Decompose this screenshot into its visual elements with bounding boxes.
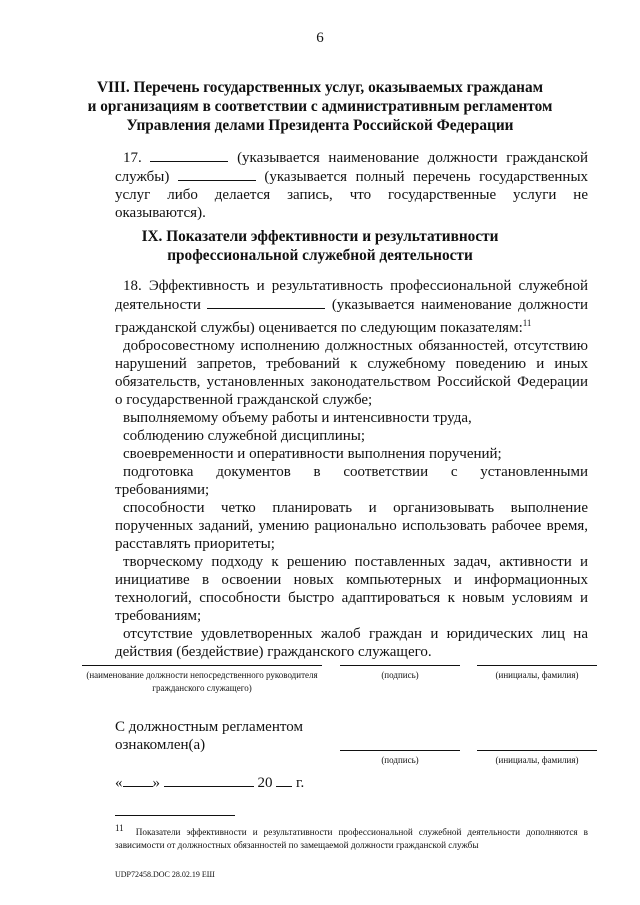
footnote-separator	[115, 815, 235, 816]
section-8-title-line: Управления делами Президента Российской Федерации	[126, 117, 514, 134]
date-line	[115, 773, 304, 792]
paragraph-18	[115, 277, 588, 661]
year-blank	[276, 773, 292, 787]
footnote-text: Показатели эффективности и результативности профессиональной служебной деятельности дополняются в зависимости от должностных обязанностей по замещаемой должности гражданской службы	[115, 827, 589, 851]
indicator-item: соблюдению служебной дисциплины;	[123, 428, 366, 444]
document-reference: UDP72458.DOC 28.02.19 ЕШ	[115, 870, 215, 879]
section-8-title-line: и организациям в соответствии с административным регламентом	[87, 98, 553, 115]
ack-signature-line	[340, 750, 460, 751]
section-9-title-line: профессиональной служебной деятельности	[167, 247, 473, 264]
indicator-item: отсутствие удовлетворенных жалоб граждан и юридических лиц на действия (бездействие) гражданского служащего.	[115, 626, 588, 660]
section-8-title	[40, 78, 600, 135]
acknowledgement-line: С должностным регламентом	[115, 719, 303, 735]
section-9-title	[40, 227, 600, 265]
section-9-title-line: IX. Показатели эффективности и результативности	[141, 228, 499, 245]
acknowledgement-text	[115, 718, 303, 754]
position-line	[82, 665, 322, 666]
name-line	[477, 665, 597, 666]
section-8-title-line: VIII. Перечень государственных услуг, оказываемых гражданам	[96, 79, 544, 96]
date-quote-close: »	[152, 775, 160, 791]
paragraph-18-text-b: (указывается наименование должности гражданской службы) оценивается по следующим показателям:	[115, 297, 589, 336]
indicator-item: своевременности и оперативности выполнения поручений;	[123, 446, 502, 462]
ack-signature-caption: (подпись)	[381, 755, 419, 765]
indicator-item: подготовка документов в соответствии с установленными требованиями;	[115, 464, 588, 498]
indicator-item: добросовестному исполнению должностных обязанностей, отсутствию нарушений запретов, требований к служебному поведению и иных обязательств, установленных законодательством Российской Федерации о государственной гражданской службе;	[115, 338, 588, 408]
footnote	[115, 822, 588, 852]
year-prefix: 20	[257, 775, 273, 791]
paragraph-17	[115, 148, 588, 222]
signature-line	[340, 665, 460, 666]
indicator-item: выполняемому объему работы и интенсивности труда,	[123, 410, 472, 426]
position-caption: (наименование должности непосредственного руководителя гражданского служащего)	[86, 670, 318, 693]
ack-name-line	[477, 750, 597, 751]
indicator-item: творческому подходу к решению поставленных задач, активности и инициативе в освоении новых компьютерных и информационных технологий, способности быстро адаптироваться к новым условиям и требованиям;	[115, 554, 588, 624]
footnote-ref: 11	[522, 318, 532, 328]
signature-caption: (подпись)	[381, 670, 419, 680]
blank-line	[207, 295, 325, 309]
month-blank	[164, 773, 254, 787]
blank-line	[150, 148, 228, 162]
paragraph-17-number: 17.	[123, 150, 142, 166]
paragraph-17-text-a: (указывается наименование должности гражданской службы)	[115, 150, 589, 185]
acknowledgement-line: ознакомлен(а)	[115, 737, 206, 753]
paragraph-17-text-b: (указывается полный перечень государственных услуг либо делается запись, что государственные услуги не оказываются).	[115, 169, 589, 221]
day-blank	[123, 773, 153, 787]
page-number: 6	[316, 30, 324, 46]
indicator-item: способности четко планировать и организовывать выполнение порученных заданий, умению рационально использовать рабочее время, расставлять приоритеты;	[115, 500, 588, 552]
year-suffix: г.	[296, 775, 305, 791]
paragraph-18-text-a: 18. Эффективность и результативность профессиональной служебной деятельности	[115, 278, 588, 313]
footnote-mark: 11	[115, 823, 124, 833]
blank-line	[178, 167, 256, 181]
date-quote-open: «	[115, 775, 123, 791]
ack-name-caption: (инициалы, фамилия)	[495, 755, 579, 765]
name-caption: (инициалы, фамилия)	[495, 670, 579, 680]
